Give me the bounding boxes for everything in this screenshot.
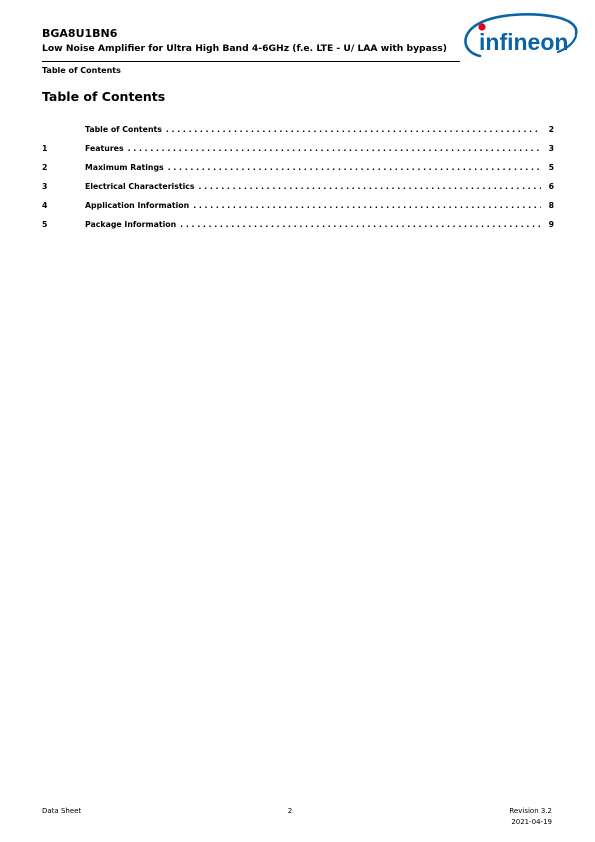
toc-entry-title: Table of Contents	[85, 125, 162, 134]
part-number: BGA8U1BN6	[42, 27, 118, 40]
toc-entry-number: 3	[42, 182, 48, 191]
header-divider	[42, 61, 460, 62]
toc-entry-page: 6	[548, 182, 554, 191]
toc-entry[interactable]	[42, 143, 554, 162]
document-subtitle: Low Noise Amplifier for Ultra High Band 4-6GHz (f.e. LTE - U/ LAA with bypass)	[42, 43, 447, 54]
toc-entry[interactable]	[42, 124, 554, 143]
logo-wordmark: infineon	[479, 29, 569, 55]
toc-entry[interactable]	[42, 162, 554, 181]
toc-entry[interactable]	[42, 219, 554, 238]
toc-entry-title: Maximum Ratings	[85, 163, 164, 172]
toc-entry-page: 5	[548, 163, 554, 172]
toc-entry-title: Electrical Characteristics	[85, 182, 195, 191]
footer-page-number: 2	[287, 807, 293, 815]
footer-revision-block	[509, 806, 552, 828]
toc-dot-leader	[168, 162, 541, 174]
toc-entry-page: 2	[548, 125, 554, 134]
toc-entry-title: Application Information	[85, 201, 190, 210]
footer-date: 2021-04-19	[511, 818, 552, 826]
toc-entry[interactable]	[42, 200, 554, 219]
toc-entry-page: 9	[548, 220, 554, 229]
toc-entry-page: 3	[548, 144, 554, 153]
toc-dot-leader	[199, 181, 541, 193]
toc-entry-page: 8	[548, 201, 554, 210]
toc-entry[interactable]	[42, 181, 554, 200]
footer-doc-type: Data Sheet	[42, 807, 82, 815]
toc-dot-leader	[166, 124, 541, 136]
footer-revision: Revision 3.2	[509, 807, 552, 815]
toc-dot-leader	[193, 200, 541, 212]
running-section-title: Table of Contents	[42, 66, 121, 75]
toc-dot-leader	[128, 143, 541, 155]
toc-entry-title: Package Information	[85, 220, 177, 229]
infineon-logo	[458, 12, 580, 64]
toc-entry-number: 4	[42, 201, 48, 210]
toc-entry-number: 1	[42, 144, 48, 153]
document-header	[42, 27, 462, 55]
toc-entry-number: 2	[42, 163, 48, 172]
toc-dot-leader	[180, 219, 541, 231]
toc-entry-title: Features	[85, 144, 124, 153]
toc-list	[42, 124, 554, 238]
toc-entry-number: 5	[42, 220, 48, 229]
toc-heading: Table of Contents	[42, 89, 166, 104]
